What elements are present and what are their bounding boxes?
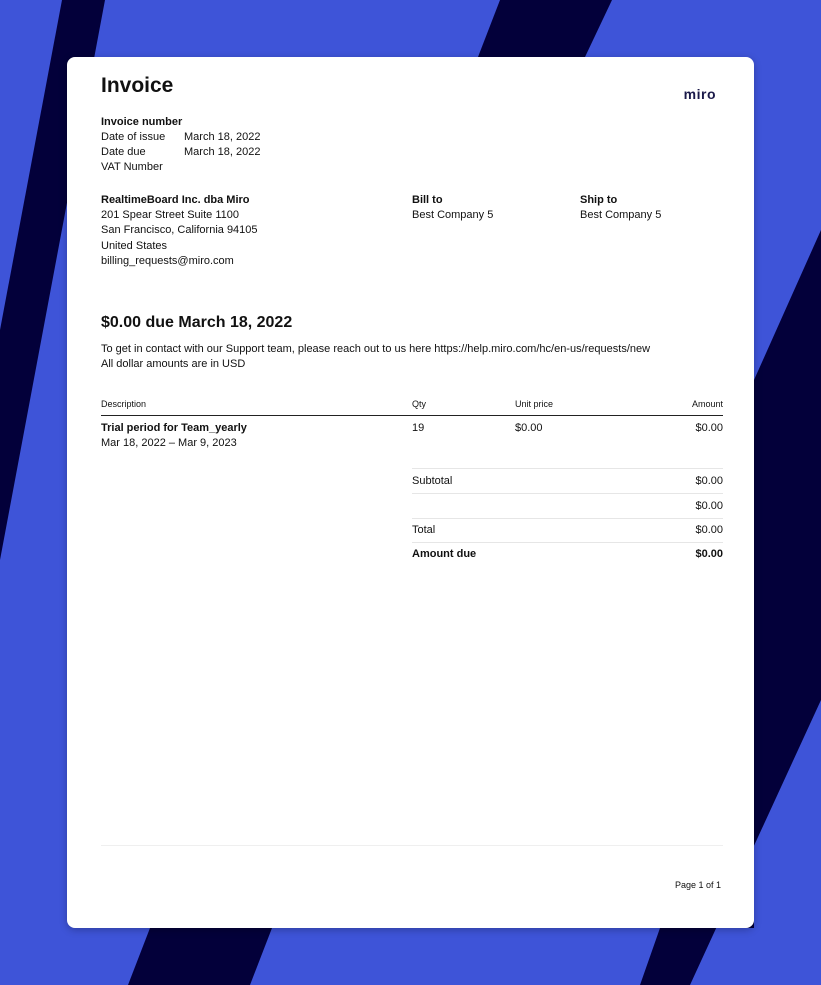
date-due-value: March 18, 2022 <box>184 146 261 158</box>
bill-to-name: Best Company 5 <box>412 209 494 221</box>
header-divider <box>101 415 723 416</box>
seller-address2: San Francisco, California 94105 <box>101 224 258 236</box>
divider <box>412 468 723 469</box>
seller-name: RealtimeBoard Inc. dba Miro <box>101 194 250 206</box>
subtotal-value: $0.00 <box>695 475 723 487</box>
col-qty: Qty <box>412 399 427 409</box>
col-unit-price: Unit price <box>515 399 554 409</box>
invoice-title: Invoice <box>101 74 174 97</box>
col-description: Description <box>101 399 147 409</box>
amount-due-value: $0.00 <box>695 548 723 560</box>
item-description: Trial period for Team_yearly <box>101 422 247 434</box>
amount-due-label: Amount due <box>412 548 477 560</box>
item-qty: 19 <box>412 422 425 434</box>
seller-address1: 201 Spear Street Suite 1100 <box>101 209 240 221</box>
divider <box>412 542 723 543</box>
subtotal-label: Subtotal <box>412 475 453 487</box>
seller-email: billing_requests@miro.com <box>101 255 234 267</box>
item-unit-price: $0.00 <box>515 422 543 434</box>
divider <box>412 518 723 519</box>
page-number: Page 1 of 1 <box>674 880 721 890</box>
seller-country: United States <box>101 240 168 252</box>
invoice-number-label: Invoice number <box>101 116 183 128</box>
discount-value: $0.00 <box>695 500 723 512</box>
miro-logo: miro <box>683 86 716 102</box>
item-period: Mar 18, 2022 – Mar 9, 2023 <box>101 437 237 449</box>
invoice-document <box>67 57 754 928</box>
divider <box>412 493 723 494</box>
bill-to-label: Bill to <box>412 194 443 206</box>
ship-to-label: Ship to <box>580 194 618 206</box>
currency-note: All dollar amounts are in USD <box>101 358 246 370</box>
col-amount: Amount <box>691 399 723 409</box>
date-issue-label: Date of issue <box>101 131 166 143</box>
footer-divider <box>101 845 723 846</box>
ship-to-name: Best Company 5 <box>580 209 662 221</box>
date-issue-value: March 18, 2022 <box>184 131 261 143</box>
amount-due-heading: $0.00 due March 18, 2022 <box>101 314 293 331</box>
total-label: Total <box>412 524 436 536</box>
date-due-label: Date due <box>101 146 146 158</box>
item-amount: $0.00 <box>695 422 723 434</box>
total-value: $0.00 <box>695 524 723 536</box>
support-note: To get in contact with our Support team, please reach out to us here https://help.miro.com/hc/en-us/requests/new <box>101 343 651 355</box>
vat-number-label: VAT Number <box>101 161 163 173</box>
